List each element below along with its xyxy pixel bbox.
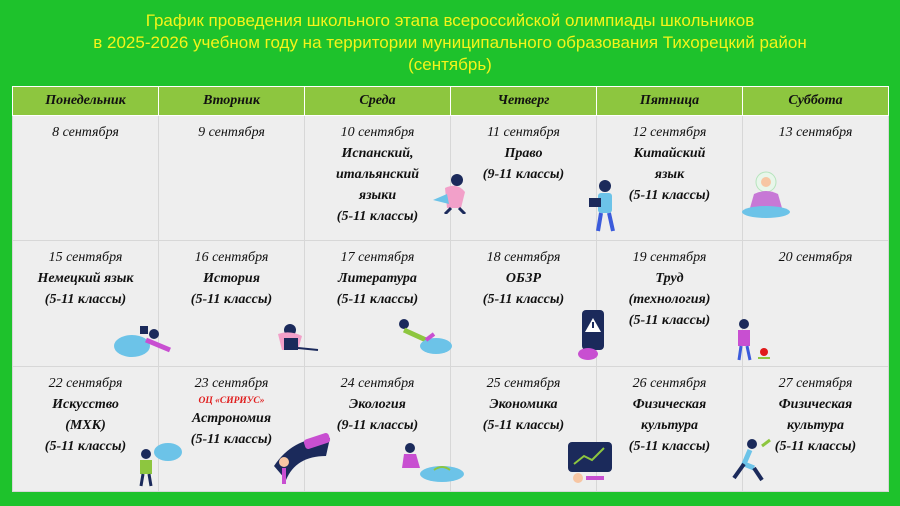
day-date: 11 сентября <box>487 125 560 140</box>
subject-line: (9-11 классы) <box>336 417 419 433</box>
subject-line: (5-11 классы) <box>44 292 127 308</box>
subject-line: (5-11 классы) <box>336 292 419 308</box>
day-cell-monday <box>13 116 159 241</box>
subject-line: языки <box>358 188 397 203</box>
phone-warning-illustration <box>576 308 610 362</box>
subject-line: Экономика <box>489 396 558 412</box>
venue-note: ОЦ «СИРИУС» <box>198 395 265 406</box>
day-date: 17 сентября <box>340 250 415 266</box>
subject-line: Экология <box>349 396 406 412</box>
girl-reading-illustration <box>427 170 475 214</box>
subject-line: (5-11 классы) <box>482 417 565 433</box>
day-date: 20 сентября <box>778 250 853 266</box>
subject-line: (5-11 классы) <box>628 313 711 329</box>
day-date: 26 сентября <box>632 375 707 391</box>
day-date: 18 сентября <box>486 250 561 266</box>
subject-line: Искусство <box>52 396 119 412</box>
subject-line: (5-11 классы) <box>774 438 857 454</box>
person-lying-illustration <box>110 326 176 360</box>
meditation-illustration <box>732 170 794 220</box>
subject-line: Немецкий язык <box>37 271 134 287</box>
day-date: 16 сентября <box>194 250 269 266</box>
subject-line: (5-11 классы) <box>628 438 711 454</box>
subject-line: Труд <box>655 271 684 287</box>
subject-line: Физическая <box>778 396 853 412</box>
page-title <box>0 10 900 76</box>
day-date: 13 сентября <box>778 125 853 140</box>
person-relaxing-illustration <box>390 318 454 356</box>
day-cell-tuesday <box>159 116 305 241</box>
day-date: 8 сентября <box>52 125 119 140</box>
economy-tablet-illustration <box>564 440 616 484</box>
subject-line: культура <box>640 417 699 433</box>
day-cell-friday <box>597 366 743 491</box>
schedule-table-wrap <box>12 86 889 492</box>
ecology-illustration <box>394 442 466 484</box>
subject-line: Китайский <box>633 146 706 161</box>
title-line-2: в 2025-2026 учебном году на территории муниципального образования Тихорецкий район <box>93 33 807 52</box>
day-date: 19 сентября <box>632 250 707 266</box>
title-line-3: (сентябрь) <box>408 55 492 74</box>
day-cell-friday <box>597 241 743 366</box>
subject-line: История <box>203 271 260 287</box>
subject-line: (технология) <box>628 292 711 308</box>
header-monday: Понедельник <box>13 87 159 116</box>
subject-line: ОБЗР <box>505 271 542 287</box>
subject-line: (9-11 классы) <box>482 167 565 182</box>
subject-line: Право <box>504 146 543 161</box>
day-date: 27 сентября <box>778 375 853 391</box>
subject-line: (5-11 классы) <box>482 292 565 308</box>
day-date: 25 сентября <box>486 375 561 391</box>
header-wednesday: Среда <box>305 87 451 116</box>
day-date: 15 сентября <box>48 250 123 266</box>
schedule-table <box>12 86 889 492</box>
header-friday: Пятница <box>597 87 743 116</box>
day-date: 22 сентября <box>48 375 123 391</box>
day-date: 24 сентября <box>340 375 415 391</box>
subject-line: (5-11 классы) <box>190 292 273 308</box>
subject-line: культура <box>786 417 845 433</box>
subject-line: Литература <box>338 271 417 287</box>
student-sitting-illustration <box>270 322 322 358</box>
day-cell-thursday <box>451 241 597 366</box>
subject-line: язык <box>654 167 685 182</box>
day-date: 10 сентября <box>340 125 415 140</box>
header-tuesday: Вторник <box>159 87 305 116</box>
subject-line: (5-11 классы) <box>44 438 127 454</box>
subject-line: (5-11 классы) <box>628 188 711 203</box>
subject-line: Физическая <box>632 396 707 412</box>
day-date: 23 сентября <box>194 375 269 391</box>
day-date: 9 сентября <box>198 125 265 140</box>
subject-line: Астрономия <box>191 410 272 426</box>
runner-illustration <box>724 438 772 486</box>
header-row <box>13 87 889 116</box>
subject-line: (5-11 классы) <box>190 431 273 447</box>
subject-line: (5-11 классы) <box>336 209 419 224</box>
builder-illustration <box>732 318 772 362</box>
header-thursday: Четверг <box>451 87 597 116</box>
painter-illustration <box>136 442 184 488</box>
subject-line: (МХК) <box>65 417 106 433</box>
day-date: 12 сентября <box>632 125 707 140</box>
man-with-laptop-illustration <box>587 178 621 234</box>
title-line-1: График проведения школьного этапа всероссийской олимпиады школьников <box>145 11 755 30</box>
telescope-illustration <box>270 432 336 488</box>
header-saturday: Суббота <box>743 87 889 116</box>
subject-line: итальянский <box>335 167 420 182</box>
subject-line: Испанский, <box>341 146 414 161</box>
